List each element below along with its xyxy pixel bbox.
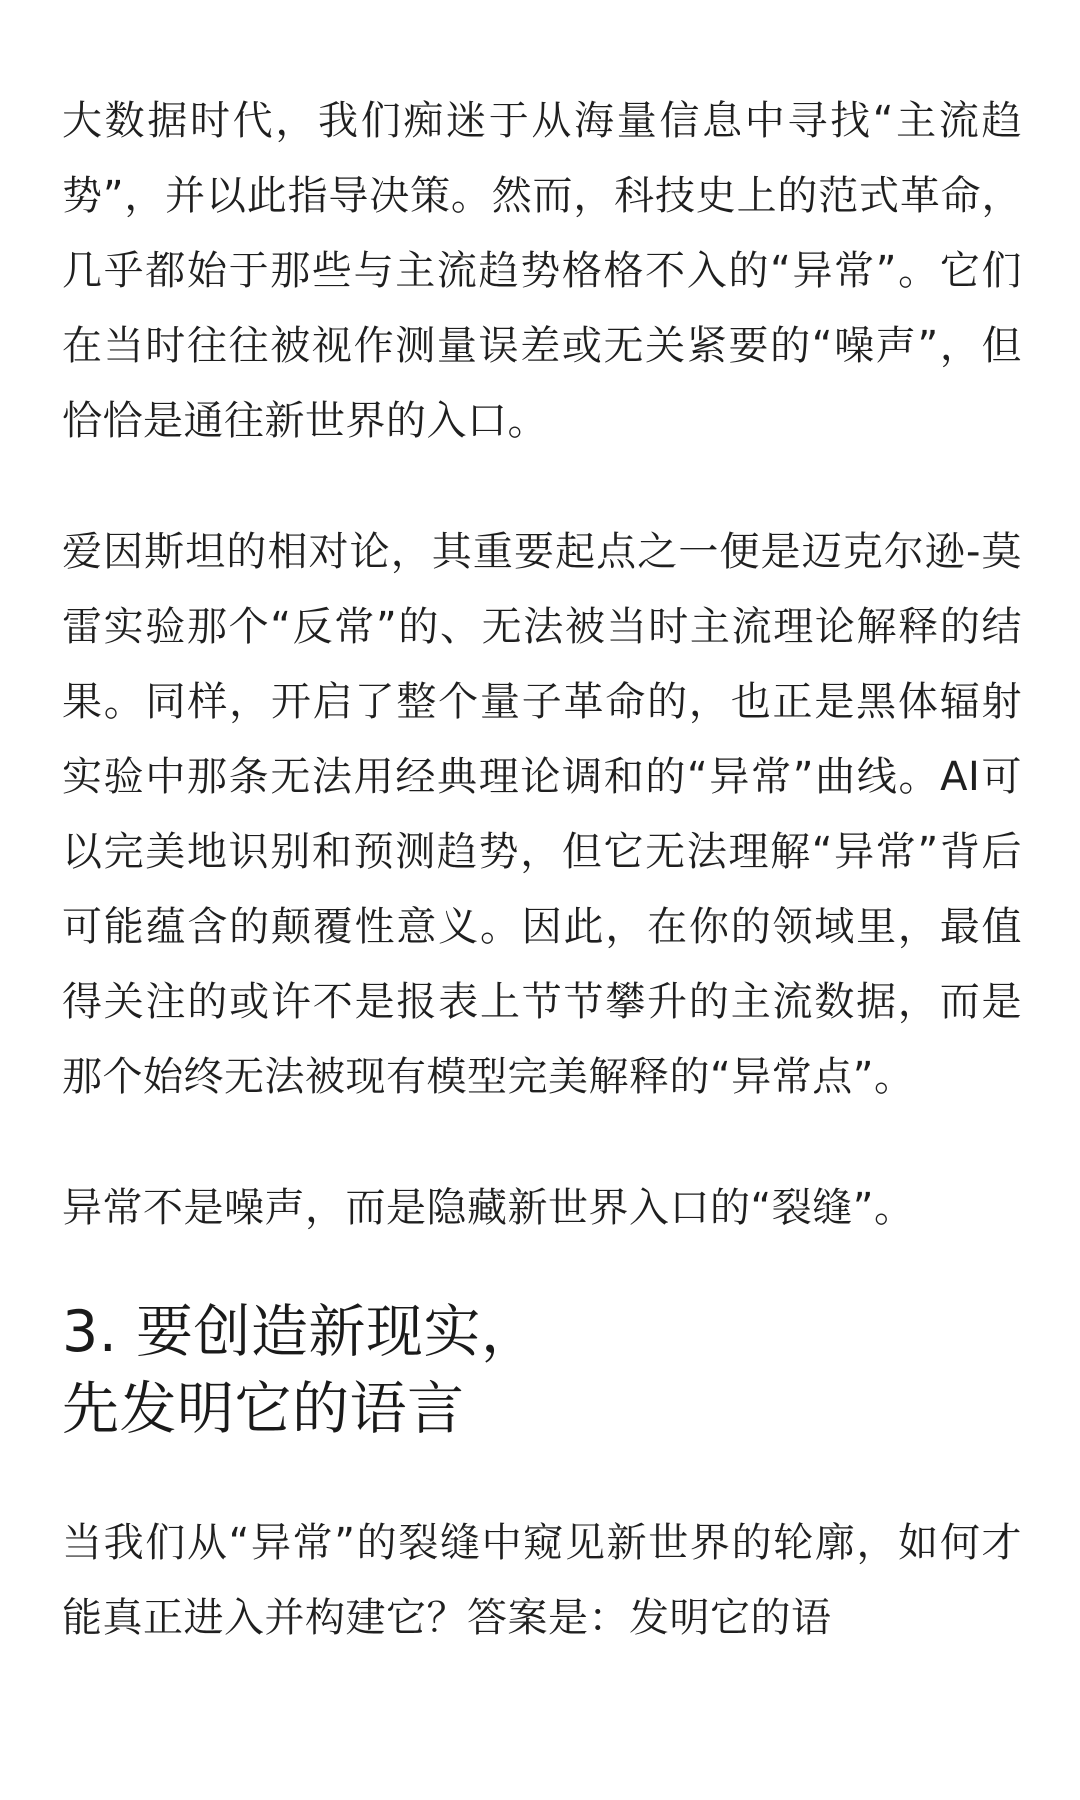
paragraph-big-data: 大数据时代，我们痴迷于从海量信息中寻找“主流趋势”，并以此指导决策。然而，科技史上的范式革命，几乎都始于那些与主流趋势格格不入的“异常”。它们在当时往往被视作测量误差或无关紧要的“噪声”，但恰恰是通往新世界的入口。: [62, 98, 1022, 444]
paragraph-new-language: 当我们从“异常”的裂缝中窥见新世界的轮廓，如何才能真正进入并构建它？答案是：发明它的语: [62, 1520, 1022, 1641]
section-heading: [62, 1294, 1022, 1448]
paragraph-anomaly-summary: 异常不是噪声，而是隐藏新世界入口的“裂缝”。: [62, 1185, 915, 1231]
paragraph-relativity: 爱因斯坦的相对论，其重要起点之一便是迈克尔逊-莫雷实验那个“反常”的、无法被当时主流理论解释的结果。同样，开启了整个量子革命的，也正是黑体辐射实验中那条无法用经典理论调和的“异常”曲线。AI可以完美地识别和预测趋势，但它无法理解“异常”背后可能蕴含的颠覆性意义。因此，在你的领域里，最值得关注的或许不是报表上节节攀升的主流数据，而是那个始终无法被现有模型完美解释的“异常点”。: [62, 529, 1022, 1100]
section-heading-line-1: 3. 要创造新现实，: [62, 1299, 539, 1365]
article-body: [62, 84, 1022, 1656]
section-heading-line-2: 先发明它的语言: [62, 1376, 465, 1442]
